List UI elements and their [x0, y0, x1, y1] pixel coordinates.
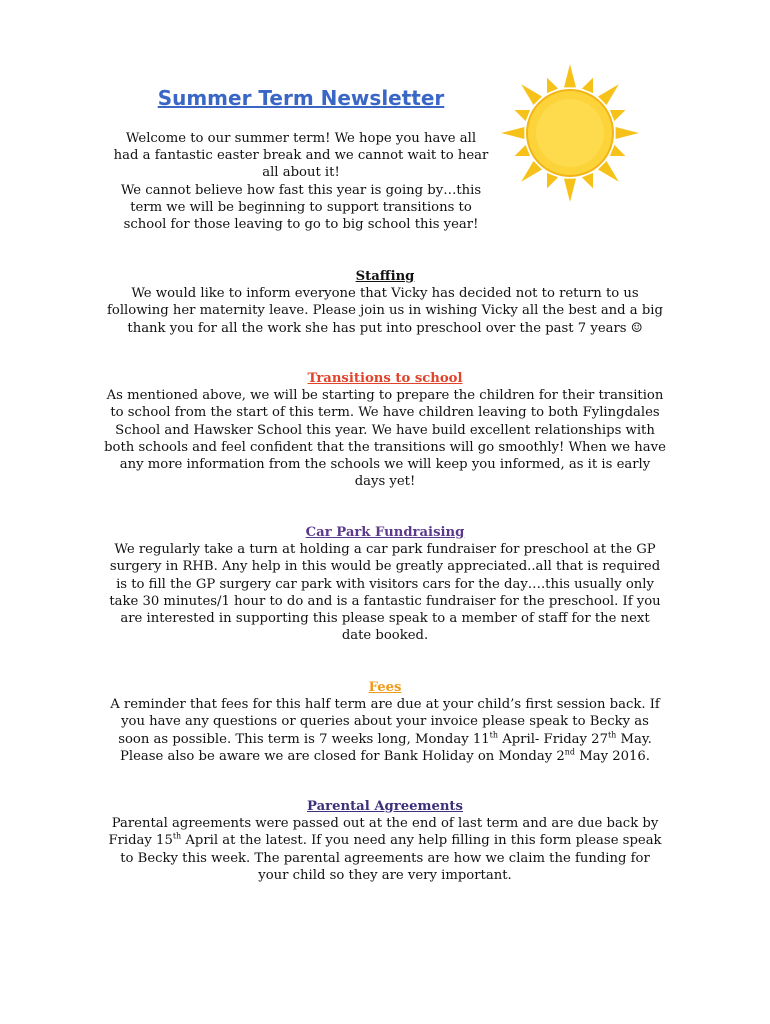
- sun-ray: [582, 78, 593, 94]
- transitions-section: [104, 370, 666, 490]
- fees-text-2: April- Friday 27: [498, 731, 608, 747]
- staffing-section: [104, 268, 666, 337]
- parental-heading: Parental Agreements: [307, 799, 463, 814]
- fees-body: [104, 696, 666, 765]
- car-park-section: [104, 524, 666, 644]
- fees-text-1: A reminder that fees for this half term are due at your child’s first session back. If you have any questions or queries about your invoice please speak to Becky as soon as possible. This term is 7 weeks long, Monday 11: [110, 697, 660, 747]
- sun-ray: [521, 161, 542, 182]
- sun-ray: [616, 127, 639, 139]
- transitions-body: As mentioned above, we will be starting to prepare the children for their transition to school from the start of this term. We have children leaving to both Fylingdales School and Hawsker School this year. We have build excellent relationships with both schools and feel confident that the transitions will go smoothly! When we have any more information from the schools we will keep you informed, as it is early days yet!: [104, 388, 666, 490]
- fees-section: [104, 679, 666, 765]
- sun-ray: [610, 145, 626, 156]
- sun-ray: [547, 173, 558, 189]
- sun-ray: [521, 84, 542, 105]
- car-park-body: We regularly take a turn at holding a car park fundraiser for preschool at the GP surgery in RHB. Any help in this would be greatly appreciated..all that is required is to fill the GP surgery car park with visitors cars for the day….this usually only take 30 minutes/1 hour to do and is a fantastic fundraiser for the preschool. If you are interested in supporting this please speak to a member of staff for the next date booked.: [109, 542, 661, 644]
- parental-text-2: April at the latest. If you need any help filling in this form please speak to Becky this week. The parental agreements are how we claim the funding for your child so they are very important.: [120, 833, 662, 883]
- sun-ray: [610, 110, 626, 121]
- car-park-heading: Car Park Fundraising: [305, 525, 465, 540]
- parental-section: [104, 798, 666, 884]
- sun-ray: [582, 173, 593, 189]
- fees-sup-3: nd: [564, 747, 576, 757]
- intro-text: [112, 130, 490, 233]
- fees-text-4: May 2016.: [575, 748, 650, 764]
- parental-text-1: Parental agreements were passed out at the end of last term and are due back by Friday 15: [108, 816, 659, 849]
- fees-heading: Fees: [368, 680, 402, 695]
- newsletter-title: Summer Term Newsletter: [157, 86, 445, 110]
- fees-sup-1: th: [489, 730, 499, 740]
- intro-paragraph-1: Welcome to our summer term! We hope you have all had a fantastic easter break and we cannot wait to hear all about it!: [113, 131, 489, 181]
- sun-ray: [515, 110, 531, 121]
- sun-ray: [564, 64, 576, 87]
- staffing-heading: Staffing: [355, 269, 415, 284]
- sun-ray: [501, 127, 524, 139]
- sun-ray: [598, 161, 619, 182]
- sun-ray: [515, 145, 531, 156]
- parental-body: [104, 815, 666, 884]
- fees-text-3: May. Please also be aware we are closed for Bank Holiday on Monday 2: [120, 731, 652, 764]
- sun-ray: [598, 84, 619, 105]
- sun-icon: [500, 63, 640, 203]
- intro-paragraph-2: We cannot believe how fast this year is going by…this term we will be beginning to support transitions to school for those leaving to go to big school this year!: [120, 182, 482, 233]
- staffing-body: We would like to inform everyone that Vicky has decided not to return to us following her maternity leave. Please join us in wishing Vicky all the best and a big thank you for all the work she has put into preschool over the past 7 years ☺: [107, 286, 663, 336]
- sun-ray: [564, 179, 576, 202]
- parental-sup-1: th: [172, 832, 182, 842]
- transitions-heading: Transitions to school: [307, 371, 463, 386]
- fees-sup-2: th: [607, 730, 617, 740]
- sun-ray: [547, 78, 558, 94]
